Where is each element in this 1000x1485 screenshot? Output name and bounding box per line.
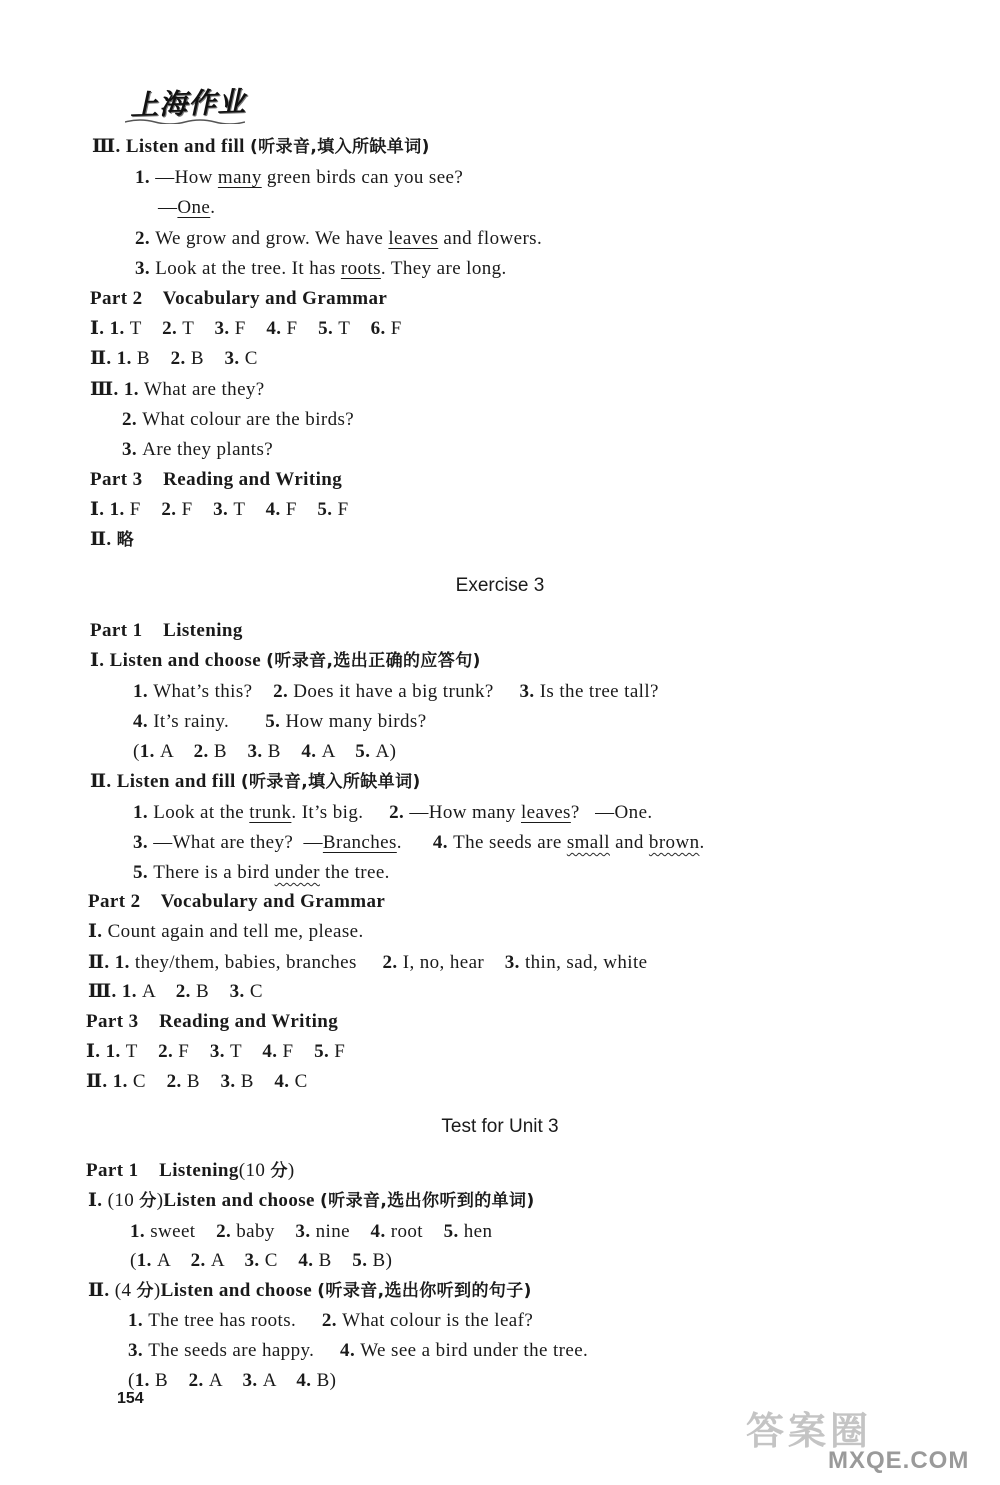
text-segment: green birds can you see? (261, 167, 464, 188)
text-line (88, 919, 364, 945)
text-segment: 4. (298, 1250, 319, 1271)
text-segment: 10 (245, 1160, 271, 1181)
text-segment: 2. (321, 1310, 343, 1331)
text-segment: 3. (122, 439, 143, 460)
text-segment: T (182, 318, 215, 339)
text-segment: Part 3 Reading and Writing (90, 469, 343, 490)
text-segment: Ⅱ. (88, 1280, 115, 1301)
filled-answer: small (566, 832, 610, 853)
text-segment: 4. (265, 499, 286, 520)
text-line (133, 739, 396, 765)
filled-answer: roots (340, 258, 381, 279)
text-segment: Is the tree tall? (539, 681, 659, 702)
text-segment: 3. (519, 681, 540, 702)
text-segment: 3. (229, 981, 250, 1002)
text-segment: A (142, 981, 176, 1002)
text-segment: I, no, hear (402, 952, 505, 973)
filled-answer: trunk (249, 802, 292, 823)
text-segment: C (264, 1250, 299, 1271)
text-segment: Ⅰ. Listen and choose (90, 650, 267, 671)
text-segment: B (190, 348, 225, 369)
text-segment: Ⅰ. 1. (90, 499, 130, 520)
text-segment: 2. (166, 1071, 187, 1092)
text-segment: A (262, 1370, 297, 1391)
text-segment: and flowers. (438, 228, 543, 249)
text-segment: . They are long. (380, 258, 507, 279)
filled-answer: brown (648, 832, 700, 853)
text-line (90, 316, 402, 342)
text-segment: T (338, 318, 371, 339)
text-segment: Ⅲ. 1. (90, 379, 145, 400)
text-segment: —How many (409, 802, 521, 823)
logo-underline-decoration (125, 118, 245, 124)
text-segment: B (267, 741, 302, 762)
header-logo: 上海作业 (129, 84, 247, 123)
text-segment: 2. (170, 348, 191, 369)
text-segment: 4. (262, 1041, 283, 1062)
text-line (86, 1069, 308, 1095)
text-segment: 4. (296, 1370, 317, 1391)
text-line (128, 1308, 533, 1334)
section-title: Exercise 3 (455, 575, 545, 596)
text-segment: . It’s big. (291, 802, 390, 823)
text-segment: 3. (295, 1221, 316, 1242)
text-segment: B (195, 981, 230, 1002)
text-segment: A (156, 1250, 191, 1271)
text-segment: T (230, 1041, 263, 1062)
text-segment: What are they? (144, 379, 265, 400)
text-segment: Part 2 Vocabulary and Grammar (90, 288, 388, 309)
text-segment: ) (287, 1160, 295, 1181)
text-segment: 5. (317, 499, 338, 520)
text-line (133, 800, 653, 826)
text-segment: Ⅱ. Listen and fill (90, 771, 241, 792)
text-segment: nine (315, 1221, 371, 1242)
text-line (128, 1368, 336, 1394)
text-line (135, 256, 507, 282)
text-segment: baby (236, 1221, 296, 1242)
filled-answer: leaves (520, 802, 571, 823)
text-segment: . (699, 832, 705, 853)
text-segment: F (129, 499, 162, 520)
text-segment: 3. (244, 1250, 265, 1271)
text-segment: (听录音,选出你听到的句子) (317, 1281, 532, 1301)
text-segment: 3. (209, 1041, 231, 1062)
text-segment: ) (156, 1190, 164, 1211)
text-segment: 2. (193, 741, 214, 762)
text-segment: 1. (135, 167, 156, 188)
text-segment: — (158, 197, 178, 218)
text-segment: B (240, 1071, 275, 1092)
text-segment: A (159, 741, 194, 762)
text-segment: 2. (389, 802, 410, 823)
text-segment: Listen and choose (163, 1190, 321, 1211)
text-segment: A (210, 1250, 245, 1271)
text-segment: What colour are the birds? (142, 409, 355, 430)
text-line (133, 679, 659, 705)
text-line (133, 830, 705, 856)
filled-answer: One (177, 197, 211, 218)
text-segment: B (186, 1071, 221, 1092)
text-segment: It’s rainy. (153, 711, 266, 732)
text-segment: Listen and choose (160, 1280, 318, 1301)
text-line (135, 226, 542, 252)
text-segment: 5. (352, 1250, 373, 1271)
text-segment: T (233, 499, 266, 520)
text-segment: Ⅱ. 1. (86, 1071, 133, 1092)
watermark-logo-text: 答案圈 (746, 1409, 873, 1453)
text-segment: Ⅰ. 1. (86, 1041, 126, 1062)
text-segment: 3. (242, 1370, 263, 1391)
text-segment: 3. (247, 741, 268, 762)
text-segment: Part 1 Listening (90, 620, 243, 641)
text-segment: 略 (116, 530, 135, 550)
text-segment: The seeds are (453, 832, 567, 853)
text-line (88, 889, 385, 915)
text-segment: C (132, 1071, 167, 1092)
text-segment: The tree has roots. (148, 1310, 322, 1331)
text-segment: The seeds are happy. (148, 1340, 341, 1361)
text-segment: 4. (370, 1221, 391, 1242)
text-segment: A (208, 1370, 243, 1391)
text-line (133, 709, 427, 735)
text-segment: 1. (133, 802, 154, 823)
text-segment: Does it have a big trunk? (293, 681, 520, 702)
text-segment: 2. (161, 499, 182, 520)
text-line (92, 134, 430, 160)
text-segment: 分 (136, 1281, 154, 1301)
text-line (90, 527, 134, 553)
text-segment: What colour is the leaf? (342, 1310, 534, 1331)
text-segment: 分 (139, 1191, 157, 1211)
text-segment: (听录音,填入所缺单词) (249, 137, 430, 157)
text-line (86, 1039, 345, 1065)
text-segment: Part 3 Reading and Writing (86, 1011, 339, 1032)
text-segment: T (125, 1041, 159, 1062)
text-segment: How many birds? (285, 711, 427, 732)
text-line (88, 1278, 532, 1304)
text-segment: A (321, 741, 356, 762)
text-segment: 3. (135, 258, 156, 279)
text-segment: Ⅰ. (88, 1190, 108, 1211)
text-segment: 4. (340, 1340, 361, 1361)
text-segment: 3. (220, 1071, 241, 1092)
text-segment: C (294, 1071, 308, 1092)
text-segment: (听录音,填入所缺单词) (240, 772, 421, 792)
text-segment: 4 (121, 1280, 137, 1301)
text-segment: 3. (224, 348, 245, 369)
text-line (90, 618, 243, 644)
text-segment: Part 2 Vocabulary and Grammar (88, 891, 386, 912)
text-segment: hen (463, 1221, 493, 1242)
text-segment: Ⅲ. 1. (88, 981, 143, 1002)
text-segment: thin, sad, white (524, 952, 648, 973)
text-segment: Look at the (153, 802, 250, 823)
text-segment: the tree. (319, 862, 390, 883)
text-line (90, 346, 258, 372)
text-segment: B (213, 741, 248, 762)
text-segment: 3. (504, 952, 525, 973)
text-segment: 2. (158, 1041, 179, 1062)
text-segment: ) (153, 1280, 161, 1301)
text-segment: 5. (443, 1221, 464, 1242)
text-segment: 5. (265, 711, 286, 732)
text-segment: 5. (314, 1041, 335, 1062)
text-segment: F (282, 1041, 315, 1062)
text-segment: What’s this? (153, 681, 274, 702)
filled-answer: Branches (322, 832, 397, 853)
text-segment: Part 1 Listening (86, 1160, 239, 1181)
text-segment: 1. (128, 1310, 149, 1331)
text-segment: 1. (130, 1221, 151, 1242)
text-segment: 5. (133, 862, 154, 883)
text-line (130, 1219, 492, 1245)
text-segment: B) (372, 1250, 393, 1271)
text-segment: 3. (128, 1340, 149, 1361)
text-segment: F (285, 499, 318, 520)
text-line (86, 1009, 338, 1035)
text-segment: There is a bird (153, 862, 275, 883)
text-segment: ( (130, 1250, 137, 1271)
filled-answer: leaves (388, 228, 439, 249)
text-segment: root (390, 1221, 444, 1242)
text-segment: ( (107, 1190, 115, 1211)
text-line (88, 1188, 535, 1214)
text-line (88, 979, 263, 1005)
watermark-url: MXQE.COM (828, 1447, 970, 1474)
text-line (90, 648, 481, 674)
page-number: 154 (117, 1390, 144, 1407)
text-segment: 5. (318, 318, 339, 339)
text-segment: Ⅰ. 1. (90, 318, 130, 339)
text-line (122, 437, 273, 463)
text-segment: 2. (175, 981, 196, 1002)
text-segment: (听录音,选出正确的应答句) (266, 651, 481, 671)
text-segment: ( (128, 1370, 135, 1391)
text-segment: 2. (382, 952, 403, 973)
text-segment: sweet (150, 1221, 217, 1242)
text-segment: 4. (301, 741, 322, 762)
text-segment: 4. (133, 711, 154, 732)
text-segment: they/them, babies, branches (134, 952, 383, 973)
section-title: Test for Unit 3 (441, 1116, 559, 1137)
text-line (135, 165, 463, 191)
text-segment: ? —One. (570, 802, 653, 823)
text-line (90, 286, 387, 312)
text-line (90, 769, 421, 795)
text-segment: 2. (216, 1221, 237, 1242)
filled-answer: under (274, 862, 320, 883)
text-line (158, 195, 215, 221)
text-segment: F (286, 318, 319, 339)
text-segment: 1. (139, 741, 160, 762)
text-segment: 4. (266, 318, 287, 339)
text-segment: We see a bird under the tree. (360, 1340, 589, 1361)
text-segment: C (244, 348, 258, 369)
text-segment: Ⅱ. 1. (90, 348, 137, 369)
text-segment: B (318, 1250, 353, 1271)
text-line (90, 377, 265, 403)
text-segment: ( (238, 1160, 246, 1181)
text-segment: 6. (370, 318, 391, 339)
text-line (90, 467, 342, 493)
text-segment: 5. (355, 741, 376, 762)
text-segment: B) (316, 1370, 337, 1391)
text-segment: F (234, 318, 267, 339)
text-segment: . (396, 832, 433, 853)
text-segment: Count again and tell me, please. (107, 921, 364, 942)
text-segment: C (249, 981, 263, 1002)
text-segment: —How (155, 167, 218, 188)
text-segment: F (390, 318, 402, 339)
text-segment: . (210, 197, 216, 218)
text-segment: 10 (114, 1190, 140, 1211)
text-segment: 2. (190, 1250, 211, 1271)
text-segment: Are they plants? (142, 439, 274, 460)
text-segment: 4. (432, 832, 454, 853)
text-line (128, 1338, 588, 1364)
text-segment: 分 (270, 1161, 288, 1181)
text-segment: —What are they? — (153, 832, 323, 853)
text-segment: (听录音,选出你听到的单词) (320, 1191, 535, 1211)
text-segment: B (136, 348, 171, 369)
text-segment: 1. (134, 1370, 155, 1391)
text-segment: Ⅰ. (88, 921, 108, 942)
text-segment: 4. (274, 1071, 295, 1092)
text-segment: Ⅱ. 1. (88, 952, 135, 973)
text-segment: 2. (188, 1370, 209, 1391)
text-segment: 3. (213, 499, 234, 520)
text-segment: 1. (133, 681, 154, 702)
text-segment: Look at the tree. It has (155, 258, 341, 279)
text-line (122, 407, 354, 433)
text-segment: We grow and grow. We have (155, 228, 389, 249)
text-segment: and (609, 832, 649, 853)
text-segment: F (181, 499, 214, 520)
text-segment: 3. (133, 832, 154, 853)
text-segment: F (334, 1041, 346, 1062)
text-line (90, 497, 349, 523)
text-line (88, 950, 647, 976)
text-segment: 2. (135, 228, 156, 249)
text-segment: 2. (122, 409, 143, 430)
text-segment: ( (133, 741, 140, 762)
text-segment: A) (375, 741, 397, 762)
text-segment: 3. (214, 318, 235, 339)
text-segment: 2. (162, 318, 183, 339)
text-segment: Ⅱ. (90, 529, 117, 550)
text-segment: 1. (136, 1250, 157, 1271)
text-segment: T (129, 318, 163, 339)
text-line (130, 1248, 392, 1274)
text-segment: Ⅲ. Listen and fill (92, 136, 250, 157)
text-line (86, 1158, 295, 1184)
text-segment: F (337, 499, 349, 520)
text-line (133, 860, 390, 886)
text-segment: F (178, 1041, 210, 1062)
filled-answer: many (217, 167, 262, 188)
text-segment: B (154, 1370, 189, 1391)
text-segment: ( (114, 1280, 122, 1301)
text-segment: 2. (273, 681, 294, 702)
